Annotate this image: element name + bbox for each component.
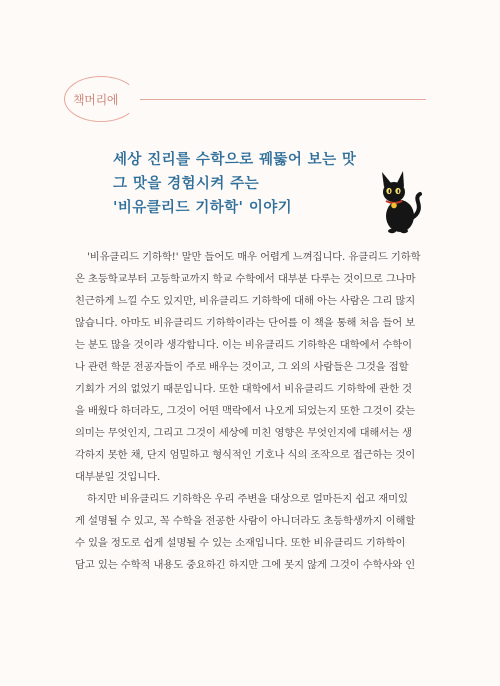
headline-line: 그 맛을 경험시켜 주는 [113,175,260,192]
body-line: 는 분도 많을 것이라 생각합니다. 이는 비유클리드 기하학은 대학에서 수학이 [75,339,412,351]
body-line: 친근하게 느낄 수도 있지만, 비유클리드 기하학에 대해 아는 사람은 그리 많지 [75,295,416,307]
body-line: 대부분일 것입니다. [75,471,161,483]
body-line: '비유클리드 기하학!' 말만 들어도 매우 어렵게 느껴집니다. 유클리드 기하학 [87,251,421,263]
body-line: 기회가 거의 없었기 때문입니다. 또한 대학에서 비유클리드 기하학에 관한 것 [75,383,412,395]
body-line: 은 초등학교부터 고등학교까지 학교 수학에서 대부분 다루는 것이므로 그나마 [75,273,416,285]
body-line: 을 배웠다 하더라도, 그것이 어떤 맥락에서 나오게 되었는지 또한 그것이 갖는 [75,405,416,417]
body-line: 수 있을 정도로 쉽게 설명될 수 있는 소재입니다. 또한 비유클리드 기하학이 [75,537,406,549]
paragraph [75,488,427,576]
body-line: 각하지 못한 채, 단지 엄밀하고 형식적인 기호나 식의 조작으로 접근하는 것이 [75,449,416,461]
body-line: 하지만 비유클리드 기하학은 우리 주변을 대상으로 얼마든지 쉽고 재미있 [87,493,408,505]
headline-line: '비유클리드 기하학' 이야기 [113,199,293,216]
body-line: 게 설명될 수 있고, 꼭 수학을 전공한 사람이 아니더라도 초등학생까지 이해할 [75,515,416,527]
section-label: 책머리에 [73,93,119,107]
body-line: 않습니다. 아마도 비유클리드 기하학이라는 단어를 이 책을 통해 처음 들어 보 [75,317,416,329]
headline [113,148,356,220]
divider-rule [140,99,426,100]
paragraph [75,246,427,488]
body-line: 담고 있는 수학적 내용도 중요하긴 하지만 그에 못지 않게 그것이 수학사와 인 [75,559,416,571]
body-line: 나 관련 학문 전공자들이 주로 배우는 것이고, 그 외의 사람들은 그것을 접할 [75,361,409,373]
body-text [75,246,427,576]
body-line: 의미는 무엇인지, 그리고 그것이 세상에 미친 영향은 무엇인지에 대해서는 생 [75,427,412,439]
black-cat-icon [364,168,426,234]
headline-line: 세상 진리를 수학으로 꿰뚫어 보는 맛 [113,151,357,168]
